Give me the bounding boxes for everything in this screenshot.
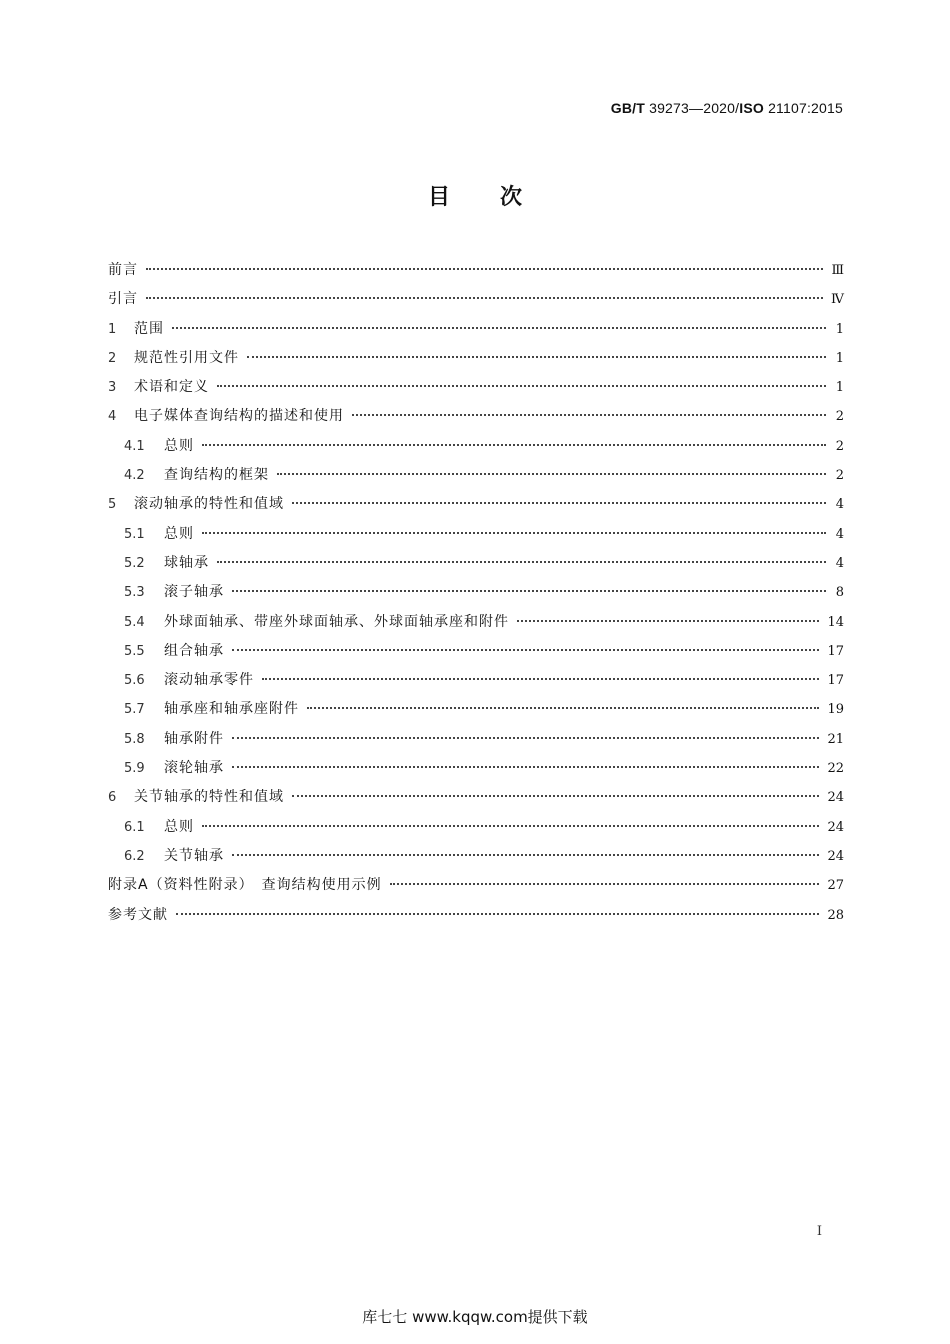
toc-entry[interactable] [108,637,844,666]
toc-entry-number: 5.9 [124,761,145,777]
toc-entry[interactable] [108,666,844,695]
toc-entry[interactable] [108,315,844,344]
toc-dot-leader [217,561,826,563]
toc-dot-leader [146,268,823,270]
toc-dot-leader [232,737,819,739]
toc-dot-leader [202,825,819,827]
toc-entry-label: 总则 [164,437,194,454]
footer-download-note: 库七七 www.kqqw.com提供下载 [362,1308,588,1326]
toc-entry-page: 24 [827,848,844,864]
toc-entry-page: Ⅳ [831,292,844,308]
toc-dot-leader [217,385,826,387]
toc-entry-page: 14 [827,614,844,630]
toc-entry-number: 5.5 [124,643,145,659]
toc-entry-label: 查询结构的框架 [164,467,269,484]
toc-entry[interactable] [108,695,844,724]
toc-dot-leader [390,883,820,885]
toc-dot-leader [232,766,819,768]
toc-dot-leader [172,327,826,329]
toc-entry[interactable] [108,373,844,402]
page-number: I [816,1224,822,1239]
toc-entry-number: 1 [108,321,117,337]
toc-entry[interactable] [108,432,844,461]
iso-prefix: ISO [739,100,764,116]
toc-entry-label: 总则 [164,525,194,542]
toc-entry[interactable] [108,549,844,578]
toc-dot-leader [176,913,819,915]
toc-entry-number: 6.2 [124,848,145,864]
toc-entry-page: 1 [835,350,844,366]
toc-entry-page: 22 [827,761,844,777]
toc-entry-label: 引言 [108,291,138,308]
toc-entry[interactable] [108,461,844,490]
toc-entry[interactable] [108,490,844,519]
toc-entry[interactable] [108,725,844,754]
toc-entry-page: 27 [827,878,844,894]
toc-entry-label: 轴承座和轴承座附件 [164,701,299,718]
toc-entry-label: 轴承附件 [164,730,224,747]
toc-entry[interactable] [108,344,844,373]
toc-entry-label: 滚动轴承零件 [164,672,254,689]
toc-dot-leader [292,502,826,504]
toc-entry-number: 4.2 [124,468,145,484]
toc-entry-page: 4 [835,555,844,571]
toc-entry-number: 5 [108,497,117,513]
toc-entry-page: 19 [827,702,844,718]
toc-entry-number: 5.6 [124,673,145,689]
toc-entry-page: 17 [827,643,844,659]
toc-entry[interactable] [108,520,844,549]
toc-entry-page: 4 [835,526,844,542]
toc-entry-page: 21 [827,731,844,747]
toc-entry[interactable] [108,402,844,431]
toc-entry-number: 5.3 [124,585,145,601]
toc-entry-page: 2 [835,438,844,454]
toc-dot-leader [202,444,826,446]
toc-dot-leader [262,678,819,680]
toc-entry-page: 24 [827,819,844,835]
toc-entry-number: 3 [108,380,117,396]
toc-entry-label: 术语和定义 [134,379,209,396]
standard-code [611,100,843,116]
toc-dot-leader [352,414,826,416]
toc-entry-number: 5.8 [124,731,145,747]
toc-entry-number: 5.4 [124,614,145,630]
toc-entry-label: 电子媒体查询结构的描述和使用 [134,408,344,425]
toc-entry-number: 5.1 [124,526,145,542]
toc-entry[interactable] [108,754,844,783]
toc-dot-leader [232,649,819,651]
toc-dot-leader [277,473,826,475]
toc-entry[interactable] [108,901,844,930]
toc-entry-label: 前言 [108,262,138,278]
toc-entry[interactable] [108,842,844,871]
toc-dot-leader [232,590,826,592]
toc-entry-label: 关节轴承的特性和值域 [134,789,284,806]
toc-entry-label: 关节轴承 [164,847,224,864]
toc-entry-page: 17 [827,673,844,689]
toc-entry-page: 8 [835,585,844,601]
toc-entry-number: 4 [108,409,117,425]
toc-entry-number: 2 [108,350,117,366]
toc-dot-leader [292,795,819,797]
toc-entry[interactable] [108,285,844,314]
toc-entry[interactable] [108,608,844,637]
toc-entry-label: 滚动轴承的特性和值域 [134,496,284,513]
page-title: 目次 [427,185,572,210]
toc-entry-page: 2 [835,468,844,484]
toc-entry-label: 滚轮轴承 [164,760,224,777]
toc-entry-number: 4.1 [124,438,145,454]
std-number: 39273—2020/ [649,100,740,116]
toc-entry-label: 总则 [164,818,194,835]
toc-entry-label: 参考文献 [108,906,168,923]
table-of-contents [108,256,844,930]
toc-dot-leader [247,356,826,358]
toc-dot-leader [146,297,823,299]
toc-entry-label: 范围 [134,320,164,337]
toc-dot-leader [202,532,826,534]
toc-entry-page: 28 [827,907,844,923]
toc-entry-number: 6.1 [124,819,145,835]
std-prefix: GB/T [610,100,645,116]
toc-entry[interactable] [108,256,844,285]
toc-entry-page: 1 [835,380,844,396]
toc-entry-label: 球轴承 [164,554,209,571]
toc-dot-leader [232,854,819,856]
toc-entry-page: 2 [835,409,844,425]
toc-entry-number: 5.2 [124,555,145,571]
toc-entry-label: 规范性引用文件 [134,349,239,366]
toc-entry[interactable] [108,783,844,812]
toc-dot-leader [307,707,819,709]
toc-entry-page: 1 [835,321,844,337]
toc-entry-page: 4 [835,497,844,513]
toc-entry[interactable] [108,578,844,607]
toc-entry[interactable] [108,813,844,842]
toc-entry-page: 24 [827,790,844,806]
toc-entry-label: 外球面轴承、带座外球面轴承、外球面轴承座和附件 [164,613,509,630]
toc-entry-page: Ⅲ [831,263,844,278]
toc-entry-label: 附录A（资料性附录） 查询结构使用示例 [108,877,382,894]
iso-number: 21107:2015 [768,100,843,116]
toc-entry-number: 5.7 [124,702,145,718]
toc-entry-label: 滚子轴承 [164,584,224,601]
toc-entry[interactable] [108,871,844,900]
toc-entry-label: 组合轴承 [164,642,224,659]
toc-dot-leader [517,620,819,622]
toc-entry-number: 6 [108,790,117,806]
